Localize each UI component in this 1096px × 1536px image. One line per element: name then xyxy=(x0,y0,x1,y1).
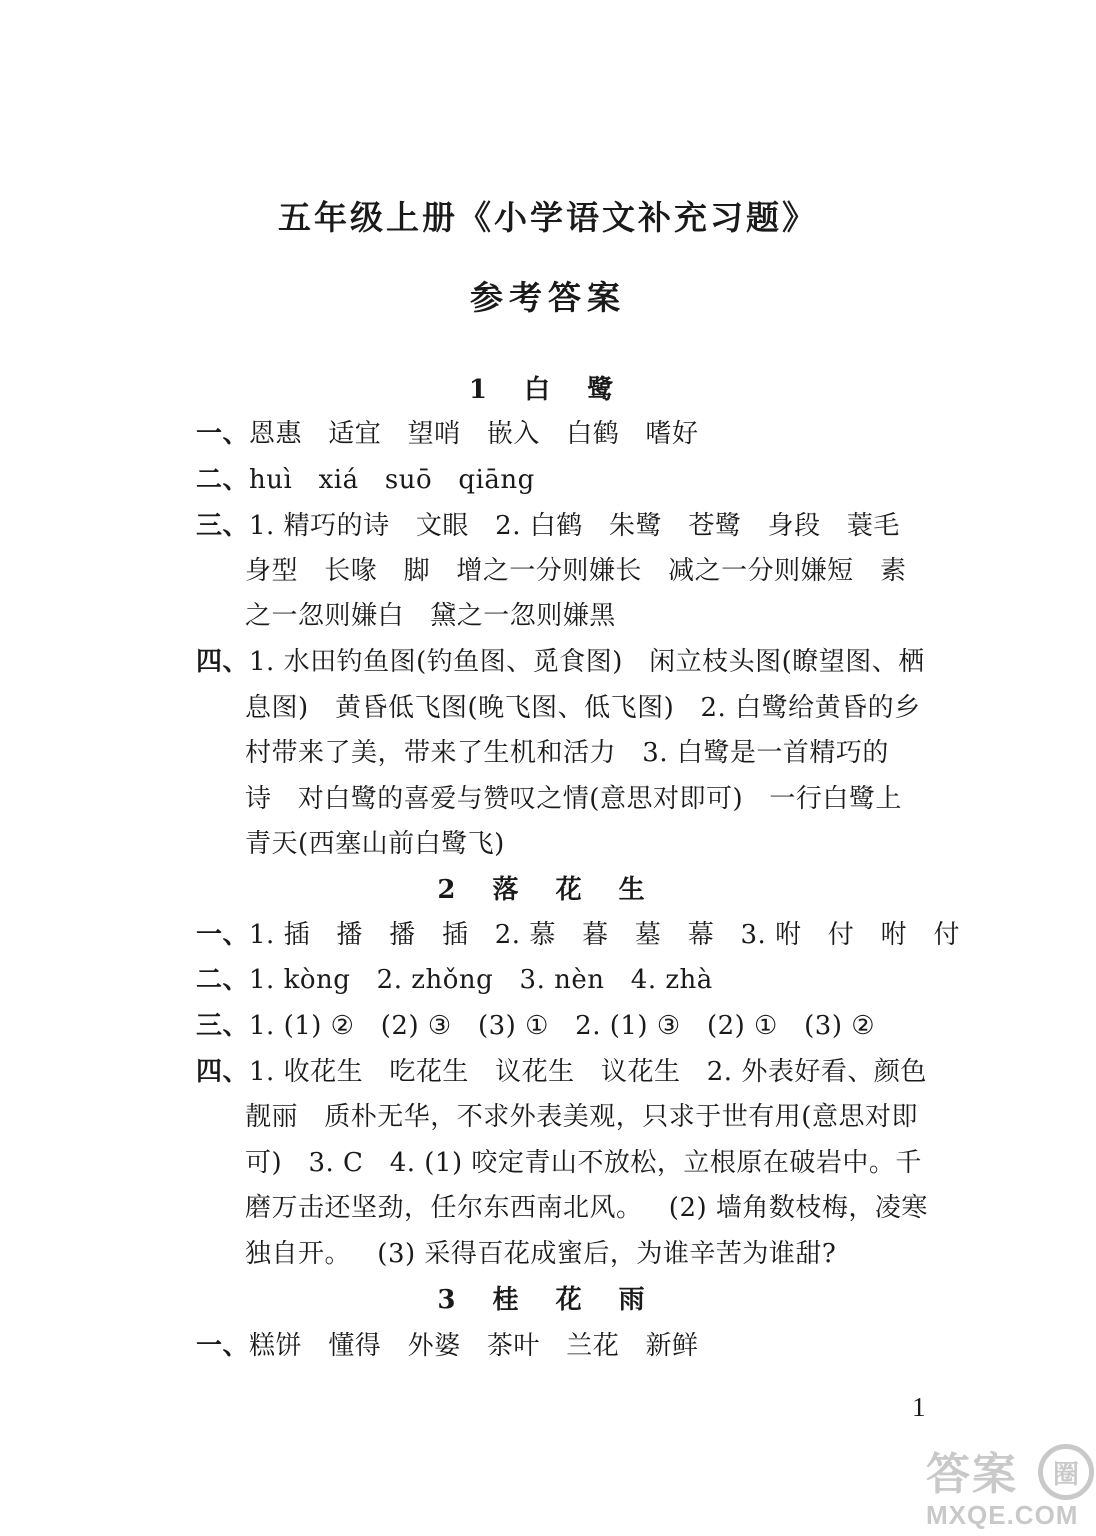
answer-line xyxy=(245,1143,922,1183)
section-heading: 3 桂 花 雨 xyxy=(437,1285,659,1315)
section-heading: 2 落 花 生 xyxy=(437,875,659,905)
question-marker: 一、 xyxy=(196,1331,250,1361)
section-heading: 1 白 鹭 xyxy=(468,375,628,405)
document-title: 五年级上册《小学语文补充习题》 xyxy=(278,198,818,237)
question-marker: 四、 xyxy=(196,1057,250,1087)
answer-text: 恩惠 适宜 望哨 嵌入 白鹤 嗜好 xyxy=(249,419,699,449)
question-marker: 三、 xyxy=(196,1011,250,1041)
question-marker: 二、 xyxy=(196,965,250,995)
watermark xyxy=(926,1438,1096,1536)
answer-text: 村带来了美，带来了生机和活力 3. 白鹭是一首精巧的 xyxy=(245,738,889,768)
answer-line xyxy=(196,642,925,682)
question-marker: 一、 xyxy=(196,419,250,449)
answer-text: 之一忽则嫌白 黛之一忽则嫌黑 xyxy=(245,601,616,631)
answer-text: 1. 精巧的诗 文眼 2. 白鹤 朱鹭 苍鹭 身段 蓑毛 xyxy=(249,511,900,541)
answer-text: 可) 3. C 4. (1) 咬定青山不放松，立根原在破岩中。千 xyxy=(245,1148,922,1178)
answer-text: 息图) 黄昏低飞图(晚飞图、低飞图) 2. 白鹭给黄昏的乡 xyxy=(245,693,921,723)
answer-line xyxy=(245,1097,918,1137)
question-marker: 一、 xyxy=(196,920,250,950)
answer-line xyxy=(196,460,535,500)
answer-line xyxy=(245,733,889,773)
answer-line xyxy=(196,414,699,454)
answer-text: 独自开。 (3) 采得百花成蜜后，为谁辛苦为谁甜? xyxy=(245,1239,837,1269)
document-subtitle: 参考答案 xyxy=(470,278,626,317)
watermark-domain: MXQE.COM xyxy=(926,1500,1079,1530)
page-number: 1 xyxy=(912,1392,926,1422)
answer-line xyxy=(245,1188,928,1228)
answer-text: 磨万击还坚劲，任尔东西南北风。 (2) 墙角数枝梅，凌寒 xyxy=(245,1193,928,1223)
answer-line xyxy=(196,1326,699,1366)
answer-text: 靓丽 质朴无华，不求外表美观，只求于世有用(意思对即 xyxy=(245,1102,918,1132)
answer-line xyxy=(196,960,713,1000)
watermark-seal-icon: 圈 xyxy=(1038,1444,1094,1500)
question-marker: 四、 xyxy=(196,647,250,677)
answer-text: 诗 对白鹭的喜爱与赞叹之情(意思对即可) 一行白鹭上 xyxy=(245,784,902,814)
answer-line xyxy=(245,779,902,819)
answer-line xyxy=(245,688,921,728)
answer-text: 糕饼 懂得 外婆 茶叶 兰花 新鲜 xyxy=(249,1331,699,1361)
watermark-text: 答案 xyxy=(926,1450,1018,1499)
answer-text: 1. 水田钓鱼图(钓鱼图、觅食图) 闲立枝头图(瞭望图、栖 xyxy=(249,647,925,677)
answer-text: 1. 插 播 播 插 2. 慕 暮 墓 幕 3. 咐 付 咐 付 xyxy=(249,920,960,950)
answer-line xyxy=(196,506,900,546)
answer-text: 青天(西塞山前白鹭飞) xyxy=(245,829,505,859)
answer-text: 1. 收花生 吃花生 议花生 议花生 2. 外表好看、颜色 xyxy=(249,1057,927,1087)
answer-text: 身型 长喙 脚 增之一分则嫌长 减之一分则嫌短 素 xyxy=(245,556,907,586)
answer-text: 1. kòng 2. zhǒng 3. nèn 4. zhà xyxy=(249,965,713,995)
question-marker: 三、 xyxy=(196,511,250,541)
answer-line xyxy=(196,1006,875,1046)
answer-line xyxy=(245,596,616,636)
answer-line xyxy=(196,1052,927,1092)
answer-line xyxy=(245,551,906,591)
answer-line xyxy=(245,1234,836,1274)
question-marker: 二、 xyxy=(196,465,250,495)
answer-text: huì xiá suō qiāng xyxy=(249,465,535,495)
answer-text: 1. (1) ② (2) ③ (3) ① 2. (1) ③ (2) ① (3) ② xyxy=(249,1011,876,1041)
answer-line xyxy=(245,824,505,864)
answer-line xyxy=(196,915,960,955)
